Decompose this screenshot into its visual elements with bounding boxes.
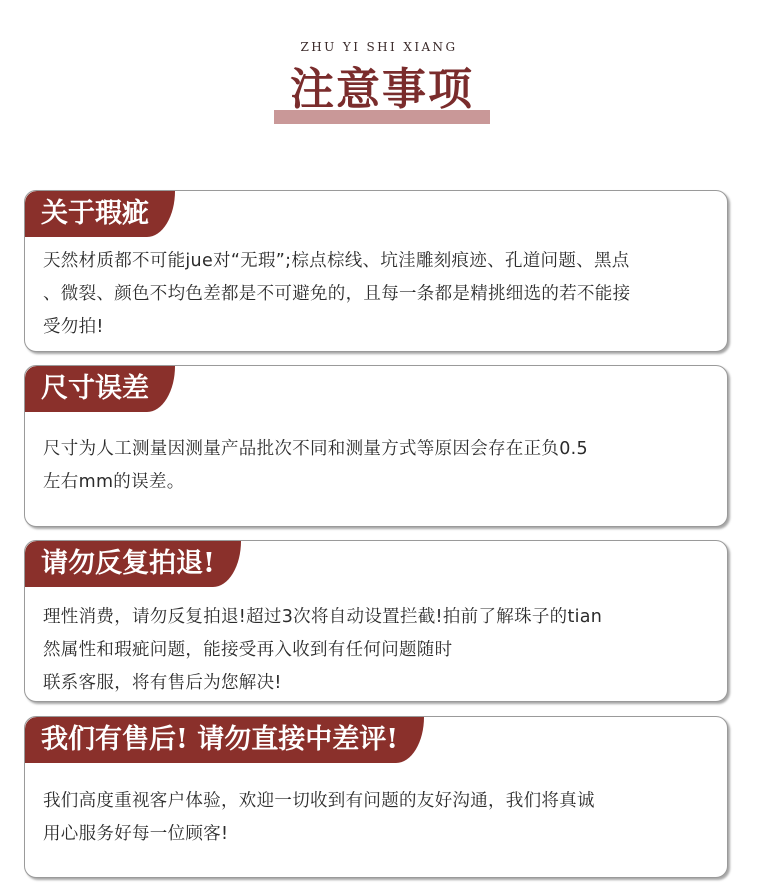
- notice-card-size-error: [24, 365, 728, 527]
- body-line: 、微裂、颜色不均色差都是不可避免的，且每一条都是精挑细选的若不能接: [43, 284, 631, 304]
- title-block: [274, 62, 490, 124]
- body-line: 我们高度重视客户体验，欢迎一切收到有问题的友好沟通，我们将真诚: [43, 791, 595, 811]
- section-heading: 请勿反复拍退!: [25, 541, 241, 587]
- notice-card-flaws: [24, 190, 728, 352]
- body-line: 然属性和瑕疵问题，能接受再入收到有任何问题随时: [43, 640, 453, 660]
- notice-card-after-sales: [24, 716, 728, 878]
- section-heading: 尺寸误差: [25, 366, 175, 412]
- section-heading: 我们有售后! 请勿直接中差评!: [25, 717, 424, 763]
- page-header: [0, 0, 758, 140]
- body-line: 用心服务好每一位顾客!: [43, 824, 229, 844]
- body-line: 受勿拍!: [43, 317, 104, 337]
- section-heading: 关于瑕疵: [25, 191, 175, 237]
- pinyin-subtitle: ZHU YI SHI XIANG: [300, 40, 458, 54]
- page-title: 注意事项: [290, 64, 474, 115]
- body-line: 理性消费，请勿反复拍退!超过3次将自动设置拦截!拍前了解珠子的tian: [43, 607, 603, 627]
- body-line: 联系客服，将有售后为您解决!: [43, 673, 282, 693]
- section-body: [43, 601, 713, 700]
- section-body: [43, 785, 713, 851]
- section-body: [43, 245, 713, 344]
- body-line: 左右mm的误差。: [43, 472, 185, 492]
- notice-card-returns: [24, 540, 728, 702]
- section-body: [43, 433, 713, 499]
- body-line: 天然材质都不可能jue对“无瑕”;棕点棕线、坑洼雕刻痕迹、孔道问题、黑点: [43, 251, 630, 271]
- body-line: 尺寸为人工测量因测量产品批次不同和测量方式等原因会存在正负0.5: [43, 439, 588, 459]
